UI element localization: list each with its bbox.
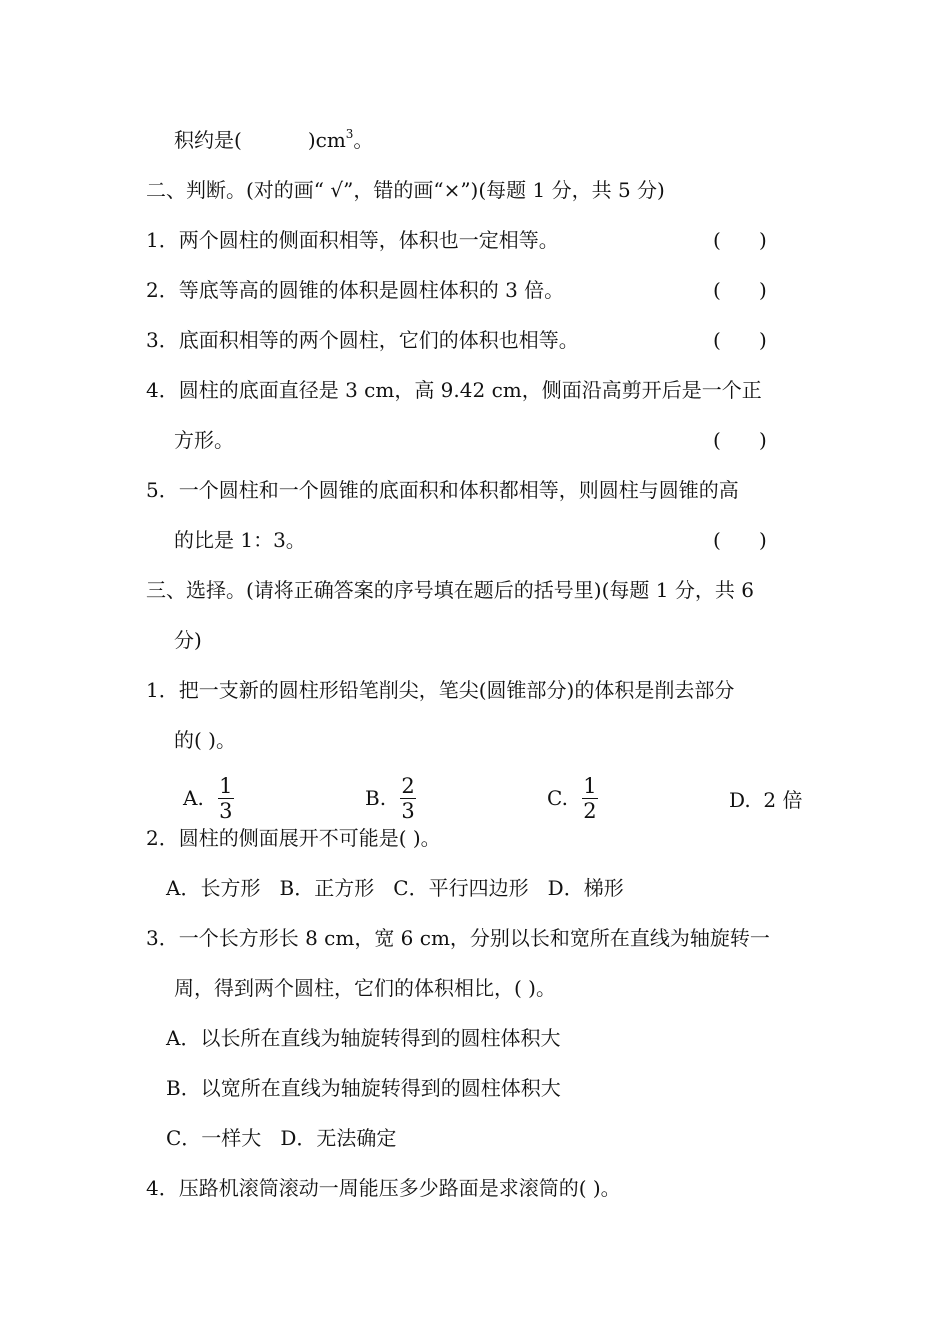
section3-heading: 三、选择。(请将正确答案的序号填在题后的括号里)(每题 1 分，共 6 [146, 578, 754, 602]
judge-item-3: 3．底面积相等的两个圆柱，它们的体积也相等。 [146, 328, 579, 352]
fraction-denominator: 3 [219, 798, 233, 823]
judge-answer-1[interactable]: ( ) [713, 228, 767, 252]
judge-item-4: 4．圆柱的底面直径是 3 cm，高 9.42 cm，侧面沿高剪开后是一个正 [146, 378, 762, 402]
judge-item-1: 1．两个圆柱的侧面积相等，体积也一定相等。 [146, 228, 559, 252]
fraction-denominator: 3 [401, 798, 415, 823]
q1-option-a-label: A. [183, 786, 204, 810]
section3-heading-cont: 分) [174, 628, 202, 652]
q3-option-b[interactable]: B．以宽所在直线为轴旋转得到的圆柱体积大 [166, 1076, 561, 1100]
volume-answer-line [174, 126, 373, 154]
judge-item-5-cont: 的比是 1：3。 [174, 528, 306, 552]
fraction-numerator: 1 [219, 773, 233, 798]
q3-option-cd[interactable]: C．一样大 D．无法确定 [166, 1126, 397, 1150]
fraction-denominator: 2 [583, 798, 597, 823]
judge-answer-3[interactable]: ( ) [713, 328, 767, 352]
q1-option-c-label: C. [547, 786, 568, 810]
choice-q1: 1．把一支新的圆柱形铅笔削尖，笔尖(圆锥部分)的体积是削去部分 [146, 678, 735, 702]
judge-item-5: 5．一个圆柱和一个圆锥的底面积和体积都相等，则圆柱与圆锥的高 [146, 478, 739, 502]
choice-q4: 4．压路机滚筒滚动一周能压多少路面是求滚筒的( )。 [146, 1176, 621, 1200]
fraction-one-half [582, 775, 598, 822]
volume-text-post: )cm [307, 128, 346, 152]
volume-text-pre: 积约是( [174, 128, 242, 152]
q1-option-b-label: B. [365, 786, 387, 810]
cube-superscript: 3 [345, 127, 354, 141]
choice-q3: 3．一个长方形长 8 cm，宽 6 cm，分别以长和宽所在直线为轴旋转一 [146, 926, 770, 950]
q1-option-a[interactable] [183, 772, 234, 824]
q2-options[interactable]: A．长方形 B．正方形 C．平行四边形 D．梯形 [166, 876, 624, 900]
judge-answer-5[interactable]: ( ) [713, 528, 767, 552]
volume-text-end: 。 [353, 128, 374, 152]
judge-item-4-cont: 方形。 [174, 428, 234, 452]
q3-option-a[interactable]: A．以长所在直线为轴旋转得到的圆柱体积大 [166, 1026, 561, 1050]
choice-q2: 2．圆柱的侧面展开不可能是( )。 [146, 826, 441, 850]
judge-answer-2[interactable]: ( ) [713, 278, 767, 302]
choice-q1-cont: 的( )。 [174, 728, 236, 752]
fraction-one-third [218, 775, 234, 822]
q1-option-c[interactable] [547, 772, 598, 824]
fraction-numerator: 2 [401, 773, 415, 798]
q1-option-d[interactable]: D. 2 倍 [729, 787, 803, 812]
judge-item-2: 2．等底等高的圆锥的体积是圆柱体积的 3 倍。 [146, 278, 565, 302]
judge-answer-4[interactable]: ( ) [713, 428, 767, 452]
choice-q3-cont: 周，得到两个圆柱，它们的体积相比，( )。 [174, 976, 556, 1000]
section2-heading: 二、判断。(对的画“ √”，错的画“×”)(每题 1 分，共 5 分) [146, 178, 665, 202]
fraction-two-thirds [400, 775, 416, 822]
q1-option-b[interactable] [365, 772, 416, 824]
fraction-numerator: 1 [583, 773, 597, 798]
